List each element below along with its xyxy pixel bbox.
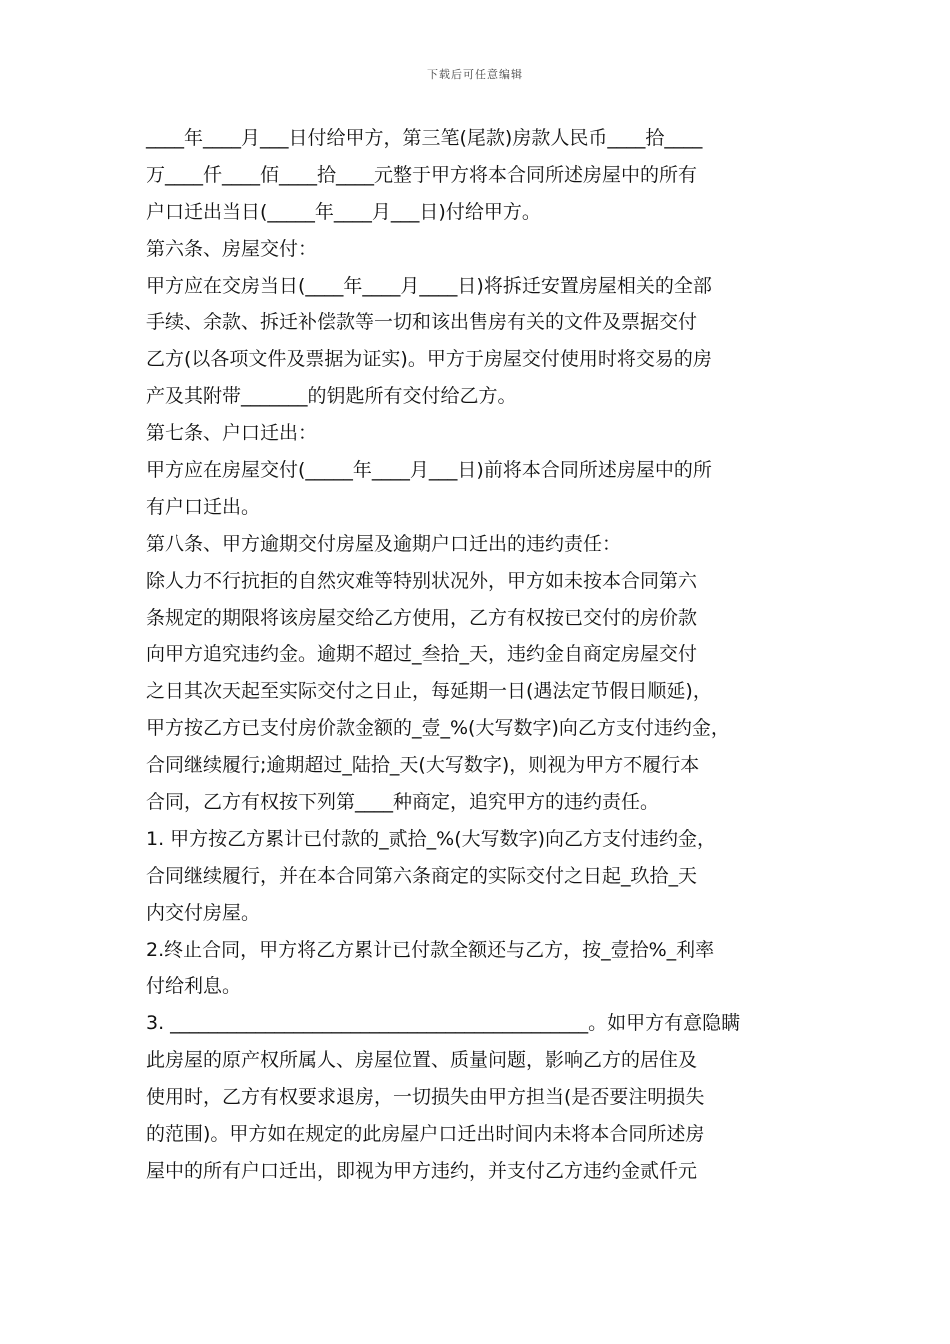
text-line: ____年____月___日付给甲方，第三笔(尾款)房款人民币____拾____ [146, 127, 703, 149]
text-line: 使用时，乙方有权要求退房，一切损失由甲方担当(是否要注明损失 [146, 1086, 705, 1109]
text-line: 合同继续履行;逾期超过_陆拾_天(大写数字)，则视为甲方不履行本 [146, 754, 700, 777]
text-line: 万____仟____佰____拾____元整于甲方将本合同所述房屋中的所有 [146, 163, 698, 186]
section-heading-7: 第七条、户口迁出： [146, 422, 318, 445]
text-line: 屋中的所有户口迁出，即视为甲方违约，并支付乙方违约金贰仟元 [146, 1159, 698, 1182]
contract-body [146, 120, 816, 1190]
section-heading-6: 第六条、房屋交付： [146, 237, 318, 260]
text-line: 合同，乙方有权按下列第____种商定，追究甲方的违约责任。 [146, 791, 660, 814]
text-line: 乙方(以各项文件及票据为证实)。甲方于房屋交付使用时将交易的房 [146, 348, 712, 371]
text-line: 合同继续履行，并在本合同第六条商定的实际交付之日起_玖拾_天 [146, 864, 698, 887]
text-line: 手续、余款、拆迁补偿款等一切和该出售房有关的文件及票据交付 [146, 311, 698, 334]
text-line: 付给利息。 [146, 975, 242, 998]
text-line: 此房屋的原产权所属人、房屋位置、质量问题，影响乙方的居住及 [146, 1049, 698, 1072]
text-line: 之日其次天起至实际交付之日止，每延期一日(遇法定节假日顺延)， [146, 680, 712, 703]
text-line: 甲方按乙方已支付房价款金额的_壹_%(大写数字)向乙方支付违约金， [146, 717, 730, 740]
header-note: 下载后可任意编辑 [427, 68, 523, 81]
text-line: 向甲方追究违约金。逾期不超过_叁拾_天，违约金自商定房屋交付 [146, 643, 698, 666]
section-heading-8: 第八条、甲方逾期交付房屋及逾期户口迁出的违约责任： [146, 532, 622, 555]
text-line: 甲方应在房屋交付(_____年____月___日)前将本合同所述房屋中的所 [146, 459, 712, 482]
text-line: 甲方应在交房当日(____年____月____日)将拆迁安置房屋相关的全部 [146, 274, 712, 297]
text-line: 条规定的期限将该房屋交给乙方使用，乙方有权按已交付的房价款 [146, 606, 698, 629]
clause-2-line: 2.终止合同，甲方将乙方累计已付款全额还与乙方，按_壹拾%_利率 [146, 938, 715, 961]
text-line: 产及其附带_______的钥匙所有交付给乙方。 [146, 385, 517, 408]
clause-1-line: 1. 甲方按乙方累计已付款的_贰拾_%(大写数字)向乙方支付违约金， [146, 827, 717, 850]
clause-3-line: 3. ____________________________________________。如甲方有意隐瞒 [146, 1012, 741, 1035]
text-line: 内交付房屋。 [146, 901, 261, 924]
text-line: 户口迁出当日(_____年____月___日)付给甲方。 [146, 200, 541, 223]
text-line: 有户口迁出。 [146, 495, 261, 518]
text-line: 的范围)。甲方如在规定的此房屋户口迁出时间内未将本合同所述房 [146, 1123, 705, 1146]
text-line: 除人力不行抗拒的自然灾难等特别状况外，甲方如未按本合同第六 [146, 569, 698, 592]
